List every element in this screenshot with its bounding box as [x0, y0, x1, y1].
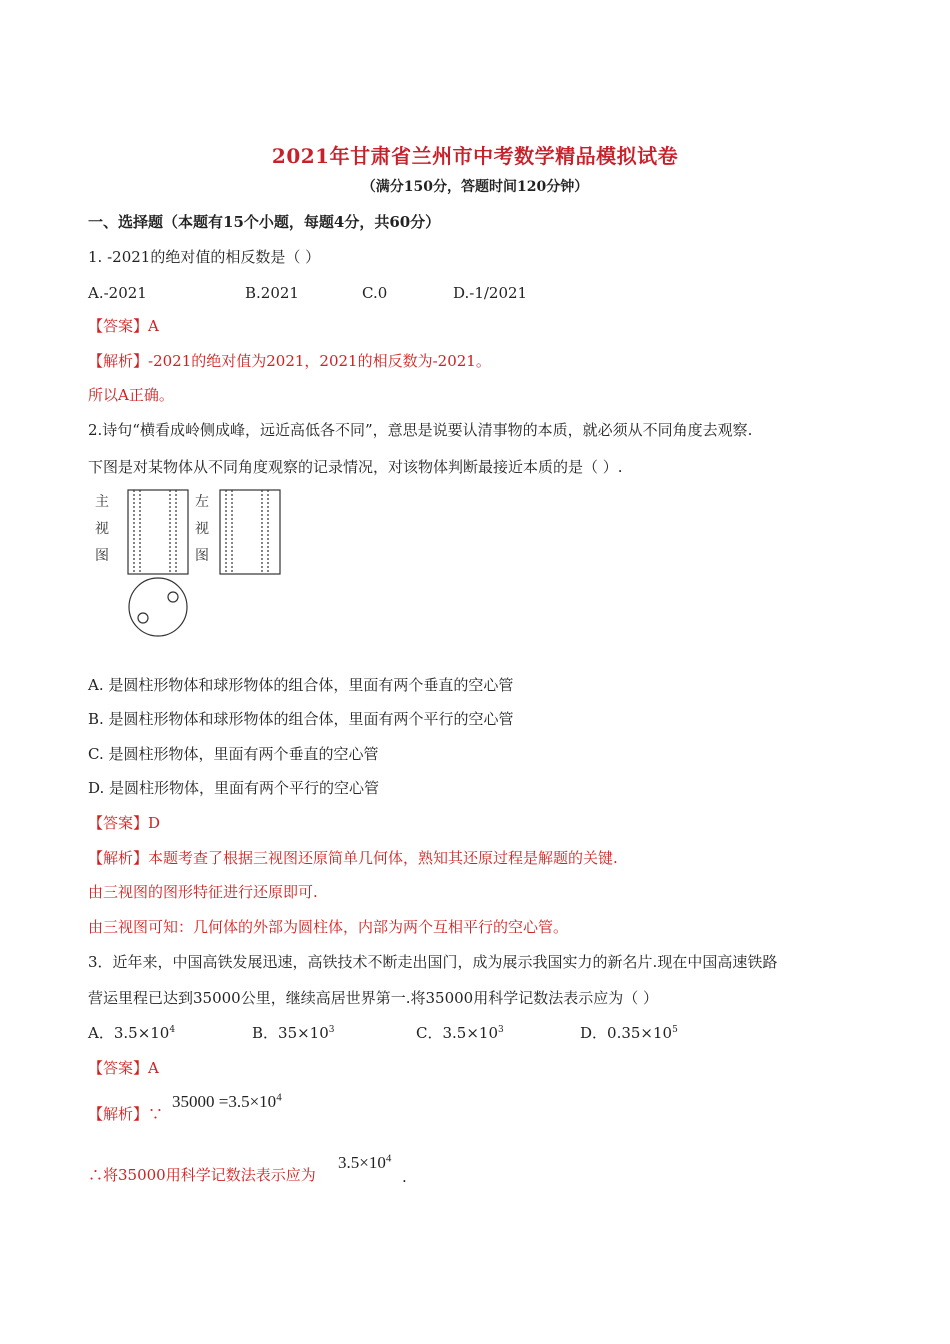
q2-analysis-line2: 由三视图的图形特征进行还原即可. — [88, 883, 318, 901]
q2-stem-line1: 2.诗句“横看成岭侧成峰，远近高低各不同”，意思是说要认清事物的本质，就必须从不同角度去观察. — [88, 421, 753, 439]
q2-option-a: A. 是圆柱形物体和球形物体的组合体，里面有两个垂直的空心管 — [88, 676, 514, 694]
q3-answer: 【答案】A — [88, 1059, 159, 1077]
page-subtitle: （满分150分，答题时间120分钟） — [361, 179, 589, 195]
q2-option-c: C. 是圆柱形物体，里面有两个垂直的空心管 — [88, 745, 379, 763]
q3-stem-line1: 3．近年来，中国高铁发展迅速，高铁技术不断走出国门，成为展示我国实力的新名片.现在中国高速铁路 — [88, 953, 778, 971]
q1-answer: 【答案】A — [88, 317, 159, 335]
q3-analysis: 【解析】∵ — [88, 1105, 164, 1123]
q1-option-b: B.2021 — [245, 284, 299, 302]
q3-stem-line2: 营运里程已达到35000公里，继续高居世界第一.将35000用科学记数法表示应为（ ） — [88, 989, 658, 1007]
page-title: 2021年甘肃省兰州市中考数学精品模拟试卷 — [271, 144, 679, 168]
q3-conclusion: ∴将35000用科学记数法表示应为 — [88, 1166, 316, 1184]
q1-option-a: A.-2021 — [88, 284, 147, 302]
q2-analysis-line3: 由三视图可知：几何体的外部为圆柱体，内部为两个互相平行的空心管。 — [88, 918, 569, 936]
q2-option-d: D. 是圆柱形物体，里面有两个平行的空心管 — [88, 779, 380, 797]
left-view-rect — [220, 490, 280, 574]
q3-option-a: A．$3.5\times 10^4$ — [88, 1024, 176, 1042]
q1-analysis: 【解析】-2021的绝对值为2021，2021的相反数为-2021。 — [88, 352, 491, 370]
q2-option-b: B. 是圆柱形物体和球形物体的组合体，里面有两个平行的空心管 — [88, 710, 514, 728]
q1-option-c: C.0 — [362, 284, 388, 302]
q3-conclusion-formula: $3.5\times 10^4$ — [338, 1152, 392, 1172]
q3-option-c: C．$3.5\times 10^3$ — [416, 1024, 504, 1042]
top-view-circle — [129, 578, 187, 636]
q2-stem-line2: 下图是对某物体从不同角度观察的记录情况，对该物体判断最接近本质的是（ ）. — [88, 458, 623, 476]
q1-option-d: D.-1/2021 — [453, 284, 528, 302]
q3-analysis-formula: $35000 =3.5\times 10^4$ — [172, 1091, 282, 1111]
three-view-figure — [110, 485, 300, 645]
q2-answer: 【答案】D — [88, 814, 161, 832]
q1-analysis-conclusion: 所以A正确。 — [88, 386, 174, 404]
q3-option-d: D．$0.35\times 10^5$ — [580, 1024, 678, 1042]
q2-analysis: 【解析】本题考查了根据三视图还原简单几何体，熟知其还原过程是解题的关键. — [88, 849, 618, 867]
q3-option-b: B．$35\times 10^3$ — [252, 1024, 335, 1042]
q1-stem: 1. -2021的绝对值的相反数是（ ） — [88, 248, 321, 266]
front-view-rect — [128, 490, 188, 574]
section-heading: 一、选择题（本题有15个小题，每题4分，共60分） — [88, 213, 441, 231]
q3-conclusion-period: . — [402, 1168, 407, 1186]
